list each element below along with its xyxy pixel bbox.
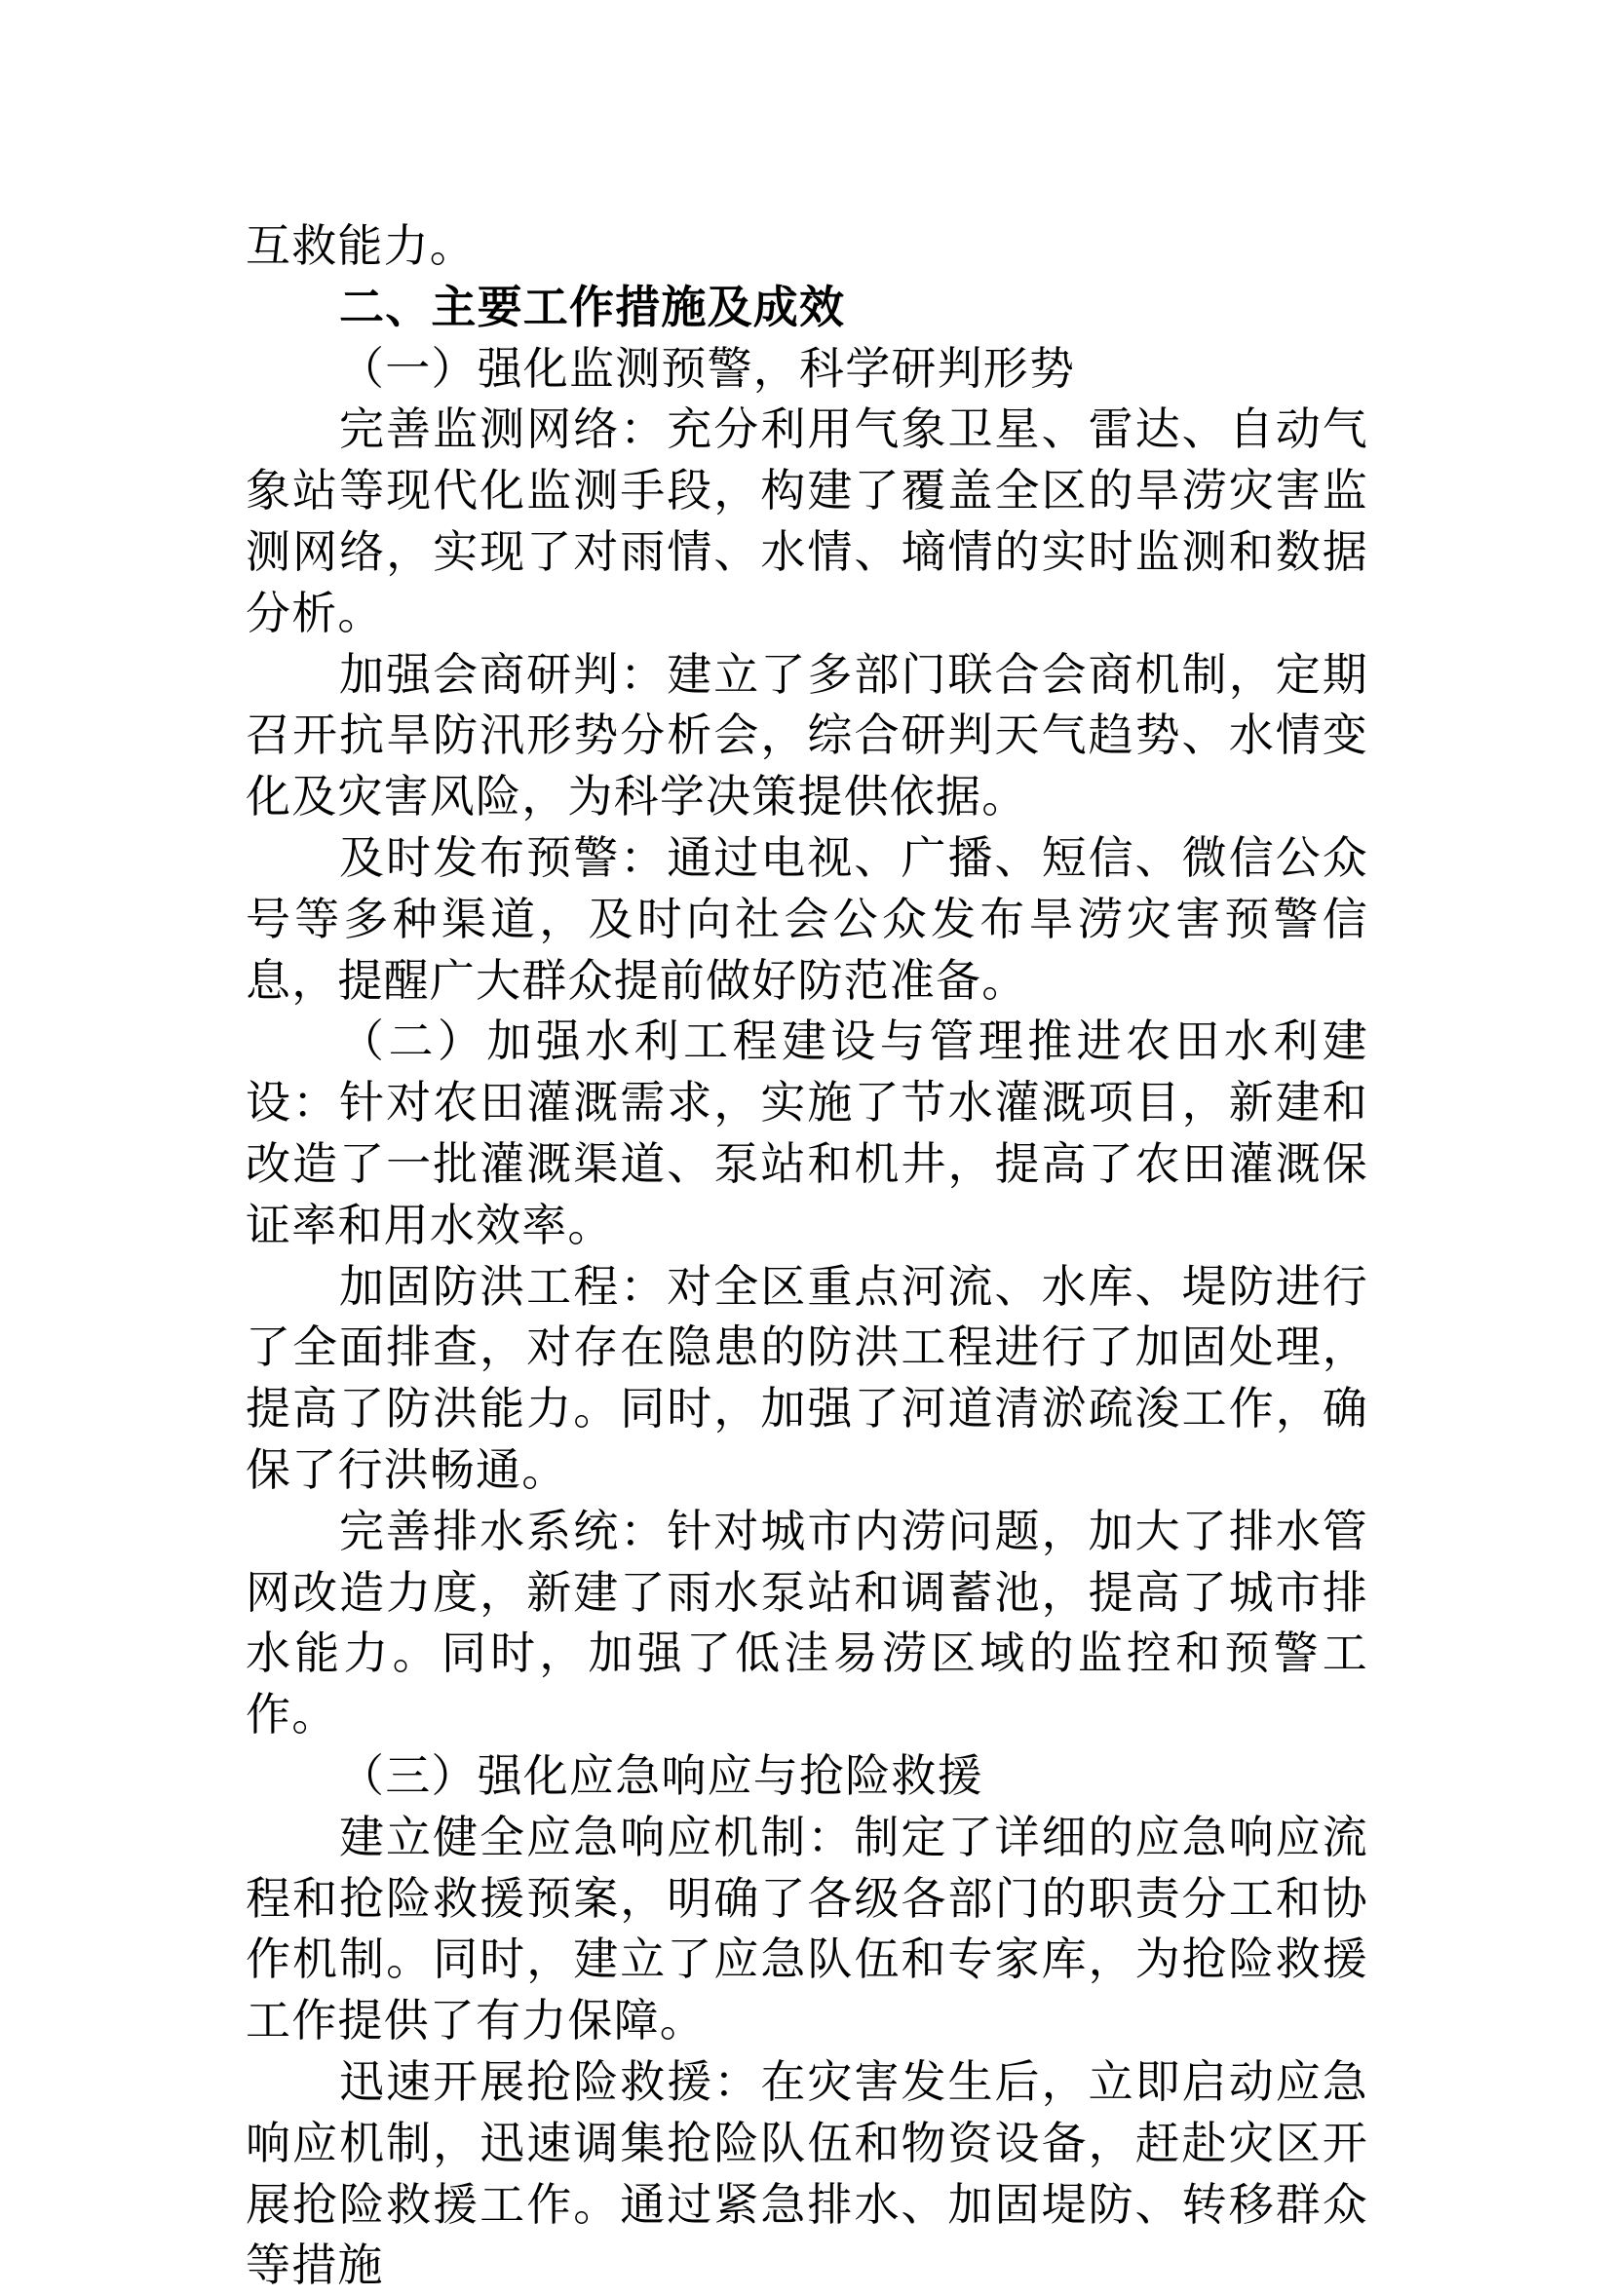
section-title: 二、主要工作措施及成效 xyxy=(339,280,846,333)
paragraph-consultation: 加强会商研判：建立了多部门联合会商机制，定期召开抗旱防汛形势分析会，综合研判天气趋势、水情变化及灾害风险，为科学决策提供依据。 xyxy=(246,647,1368,823)
document-page xyxy=(246,215,1368,2296)
paragraph-warning-release: 及时发布预警：通过电视、广播、短信、微信公众号等多种渠道，及时向社会公众发布旱涝灾害预警信息，提醒广大群众提前做好防范准备。 xyxy=(246,830,1368,1007)
paragraph-emergency-mechanism: 建立健全应急响应机制：制定了详细的应急响应流程和抢险救援预案，明确了各级各部门的职责分工和协作机制。同时，建立了应急队伍和专家库，为抢险救援工作提供了有力保障。 xyxy=(246,1810,1368,2047)
paragraph-drainage: 完善排水系统：针对城市内涝问题，加大了排水管网改造力度，新建了雨水泵站和调蓄池，提高了城市排水能力。同时，加强了低洼易涝区域的监控和预警工作。 xyxy=(246,1504,1368,1741)
paragraph-rescue: 迅速开展抢险救援：在灾害发生后，立即启动应急响应机制，迅速调集抢险队伍和物资设备，赶赴灾区开展抢险救援工作。通过紧急排水、加固堤防、转移群众等措施 xyxy=(246,2054,1368,2292)
subsection-title-3: （三）强化应急响应与抢险救援 xyxy=(339,1748,983,1802)
continuation-text: 互救能力。 xyxy=(246,219,476,272)
subsection-title-1: （一）强化监测预警，科学研判形势 xyxy=(339,341,1076,395)
subsection-title-2: （二）加强水利工程建设与管理推进农田水利建设：针对农田灌溉需求，实施了节水灌溉项目，新建和改造了一批灌溉渠道、泵站和机井，提高了农田灌溉保证率和用水效率。 xyxy=(246,1014,1368,1251)
paragraph-flood-control: 加固防洪工程：对全区重点河流、水库、堤防进行了全面排查，对存在隐患的防洪工程进行了加固处理，提高了防洪能力。同时，加强了河道清淤疏浚工作，确保了行洪畅通。 xyxy=(246,1259,1368,1496)
paragraph-monitoring-network: 完善监测网络：充分利用气象卫星、雷达、自动气象站等现代化监测手段，构建了覆盖全区的旱涝灾害监测网络，实现了对雨情、水情、墒情的实时监测和数据分析。 xyxy=(246,402,1368,639)
